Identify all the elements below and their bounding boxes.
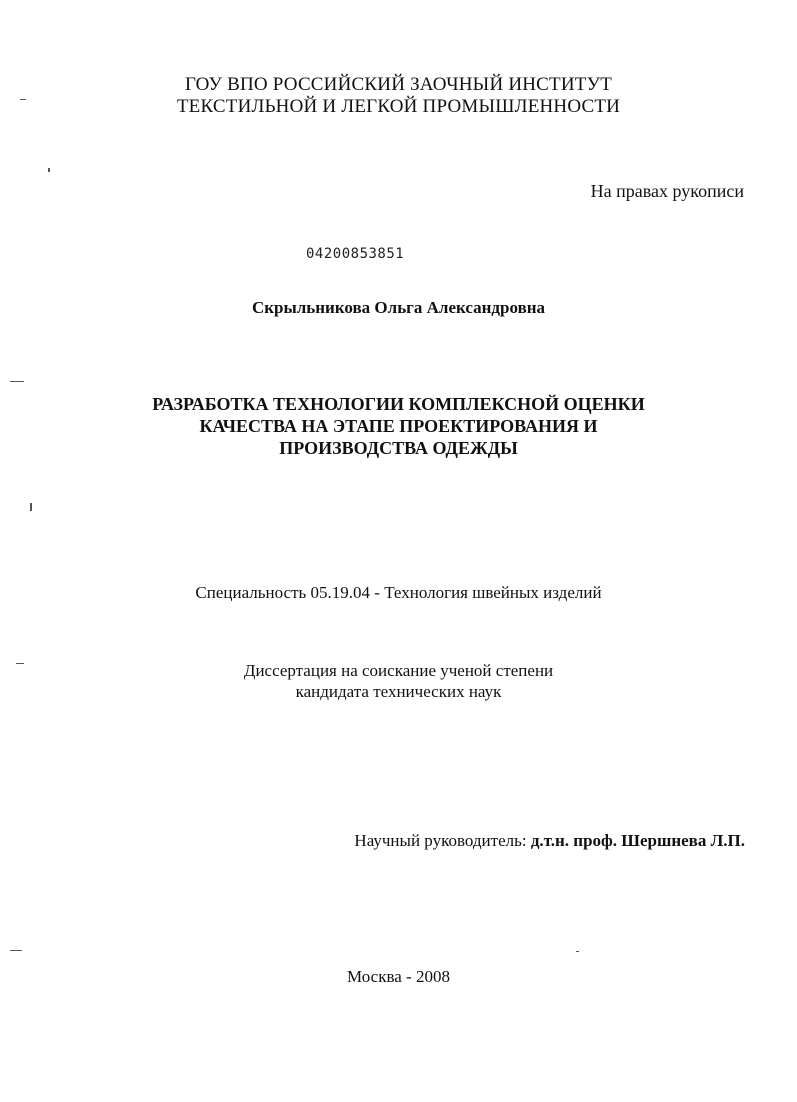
scan-speck [10,381,24,382]
advisor-name: д.т.н. проф. Шершнева Л.П. [530,831,745,850]
title-line-2: КАЧЕСТВА НА ЭТАПЕ ПРОЕКТИРОВАНИЯ И [199,416,598,436]
manuscript-note: На правах рукописи [590,181,744,201]
dissertation-line-1: Диссертация на соискание ученой степени [243,661,554,680]
specialty: Специальность 05.19.04 - Технология швейных изделий [195,583,602,602]
dissertation-line-2: кандидата технических наук [295,682,502,701]
title-line-3: ПРОИЗВОДСТВА ОДЕЖДЫ [279,438,518,458]
scan-speck [10,950,22,951]
title-line-1: РАЗРАБОТКА ТЕХНОЛОГИИ КОМПЛЕКСНОЙ ОЦЕНКИ [152,394,645,414]
advisor-label: Научный руководитель: [354,831,527,850]
institution-line-1: ГОУ ВПО РОССИЙСКИЙ ЗАОЧНЫЙ ИНСТИТУТ [184,74,613,95]
institution-line-2: ТЕКСТИЛЬНОЙ И ЛЕГКОЙ ПРОМЫШЛЕННОСТИ [176,96,621,117]
scan-speck [30,503,32,511]
registration-code: 04200853851 [306,246,405,262]
advisor [354,831,745,851]
city-year: Москва - 2008 [347,967,450,986]
scan-speck [576,951,579,952]
author-name: Скрыльникова Ольга Александровна [251,298,546,317]
scan-speck [48,168,50,172]
